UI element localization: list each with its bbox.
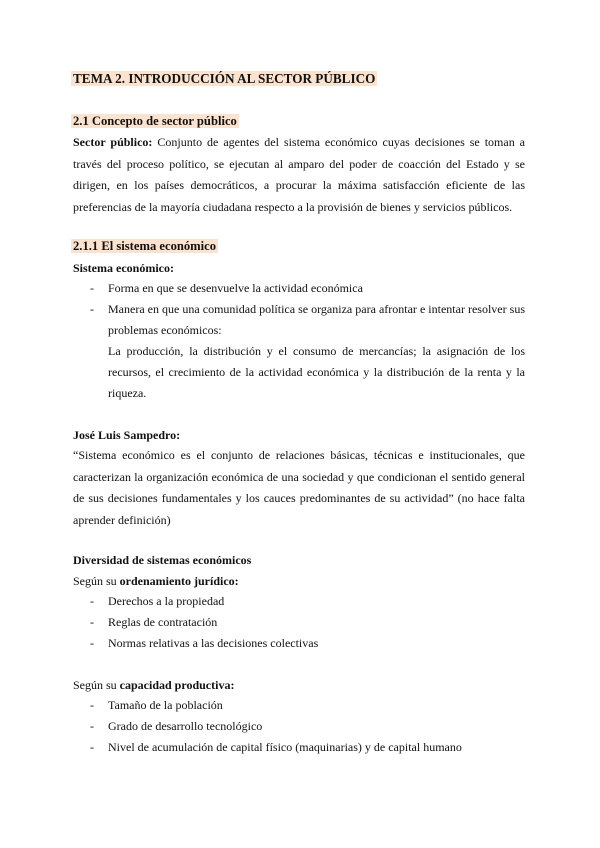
diversidad-heading (73, 550, 251, 571)
sistema-economico-subtext: La producción, la distribución y el consumo de mercancías; la asignación de los recursos, el crecimiento de la actividad económica y la distribución de la renta y la riqueza. (108, 344, 525, 400)
sector-publico-definition (73, 132, 525, 218)
juridico-emph: ordenamiento jurídico: (119, 574, 239, 588)
list-item-text: Normas relativas a las decisiones colectivas (108, 636, 319, 650)
productiva-bullets (73, 695, 462, 758)
productiva-emph: capacidad productiva: (119, 678, 235, 692)
sector-publico-text: Conjunto de agentes del sistema económico cuyas decisiones se toman a través del proceso político, se ejecutan al amparo del poder de coacción del Estado y se dirigen, en los países democráticos, a procurar la máxima satisfacción eficiente de las preferencias de la mayoría ciudadana respecto a la provisión de bienes y servicios públicos. (73, 135, 525, 214)
list-item: - Reglas de contratación (90, 615, 218, 629)
sector-publico-term: Sector público: (73, 135, 153, 149)
list-item-text: Derechos a la propiedad (108, 594, 225, 608)
diversidad-heading-text: Diversidad de sistemas económicos (73, 553, 252, 567)
heading-2-1-1-text: 2.1.1 El sistema económico (73, 239, 217, 253)
sampedro-quote: “Sistema económico es el conjunto de relaciones básicas, técnicas e institucionales, que caracterizan la organización económica de una sociedad y que condicionan el sentido general de sus decisiones fundamentales y los cauces predominantes de su actividad” (no hace falta aprender definición) (73, 448, 525, 527)
list-item: - Nivel de acumulación de capital físico (maquinarias) y de capital humano (90, 740, 462, 754)
list-item: - Manera en que una comunidad política se organiza para afrontar e intentar resolver sus problemas económicos: (90, 302, 525, 337)
list-item: - Forma en que se desenvuelve la actividad económica (90, 281, 363, 295)
juridico-list (73, 591, 318, 654)
sistema-economico-label-text: Sistema económico: (73, 261, 174, 275)
document-title (73, 70, 377, 88)
heading-2-1-1 (73, 237, 218, 255)
sampedro-label (73, 425, 180, 446)
list-item-text: Nivel de acumulación de capital físico (maquinarias) y de capital humano (108, 740, 462, 754)
juridico-bullets (73, 591, 318, 654)
heading-2-1 (73, 112, 239, 130)
title-highlight: TEMA 2. INTRODUCCIÓN AL SECTOR PÚBLICO (73, 71, 376, 86)
list-item: - Tamaño de la población (90, 698, 223, 712)
productiva-label (73, 675, 234, 696)
list-item: - Grado de desarrollo tecnológico (90, 719, 263, 733)
list-item-text: Reglas de contratación (108, 615, 218, 629)
list-item: - Derechos a la propiedad (90, 594, 225, 608)
productiva-prefix: Según su (73, 678, 120, 692)
sistema-economico-list (73, 278, 525, 404)
sampedro-label-text: José Luis Sampedro: (73, 428, 181, 442)
heading-2-1-text: 2.1 Concepto de sector público (73, 114, 237, 128)
list-item: - Normas relativas a las decisiones colectivas (90, 636, 319, 650)
sistema-economico-bullets (73, 278, 525, 341)
list-item-text: Grado de desarrollo tecnológico (108, 719, 263, 733)
sistema-economico-label (73, 258, 174, 279)
list-item-text: Manera en que una comunidad política se organiza para afrontar e intentar resolver sus problemas económicos: (108, 302, 525, 337)
list-item-text: Forma en que se desenvuelve la actividad económica (108, 281, 363, 295)
productiva-list (73, 695, 462, 758)
juridico-label (73, 571, 239, 592)
list-item-text: Tamaño de la población (108, 698, 223, 712)
juridico-prefix: Según su (73, 574, 120, 588)
